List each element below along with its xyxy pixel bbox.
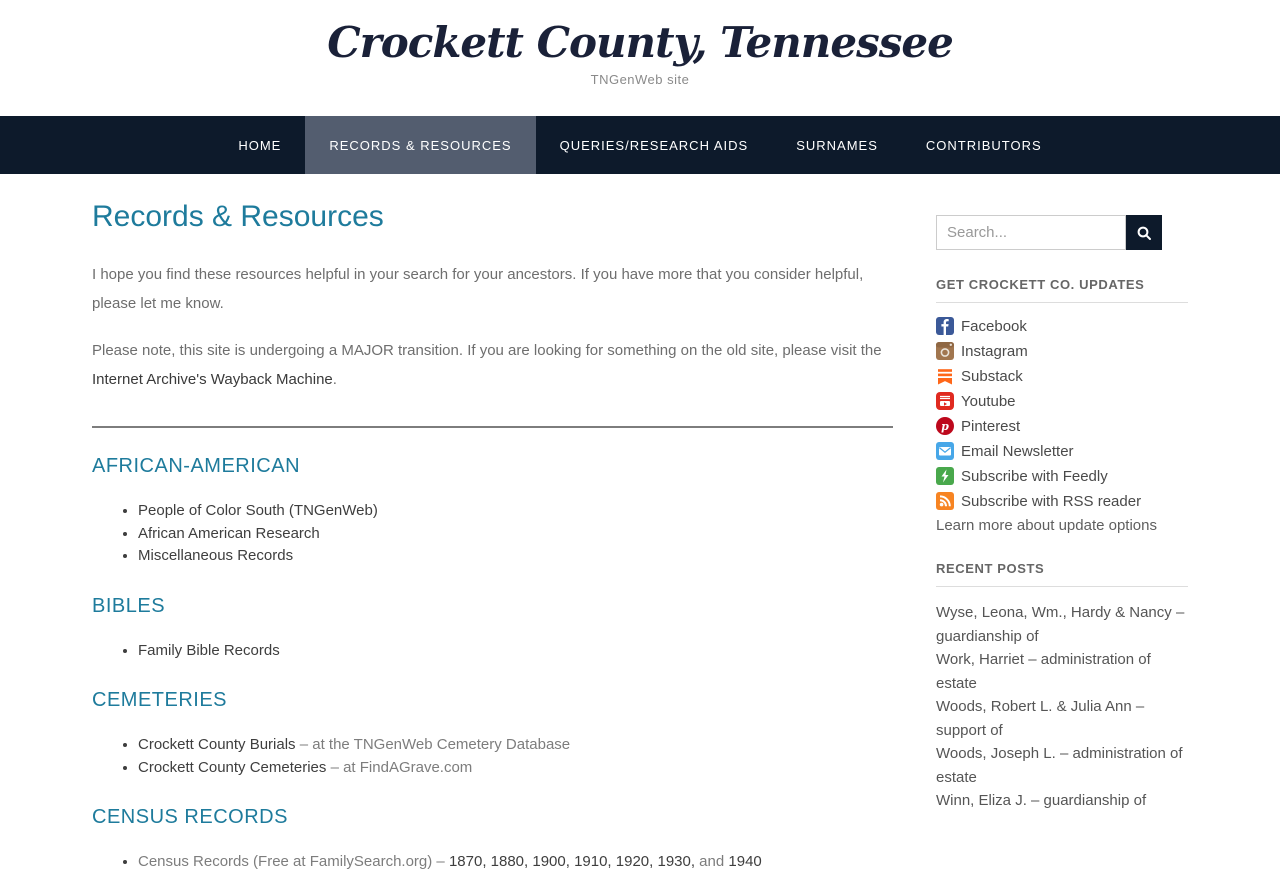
content-divider	[92, 426, 893, 428]
census-conjunction: and	[695, 853, 729, 870]
facebook-icon	[936, 317, 954, 335]
recent-post-link[interactable]: Woods, Joseph L. – administration of estate	[936, 745, 1183, 786]
social-label: Substack	[961, 367, 1023, 385]
recent-posts-heading: RECENT POSTS	[936, 561, 1188, 587]
recent-post-link[interactable]: Work, Harriet – administration of estate	[936, 651, 1151, 692]
crockett-county-burials-link[interactable]: Crockett County Burials	[138, 736, 296, 753]
search-button[interactable]	[1126, 215, 1162, 250]
list-item	[138, 500, 893, 523]
notice-text-after: .	[332, 371, 337, 388]
page-title: Records & Resources	[92, 200, 384, 233]
updates-widget	[936, 277, 1188, 534]
section-heading-bibles: BIBLES	[92, 594, 166, 617]
miscellaneous-records-link[interactable]: Miscellaneous Records	[138, 547, 294, 564]
email-newsletter-link[interactable]	[936, 442, 1188, 460]
recent-post-link[interactable]: Woods, Robert L. & Julia Ann – support of	[936, 698, 1145, 739]
section-heading-cemeteries: CEMETERIES	[92, 689, 228, 711]
section-heading-census-records: CENSUS RECORDS	[92, 806, 288, 828]
site-header	[0, 0, 1280, 116]
nav-item-queries-research-aids[interactable]: QUERIES/RESEARCH AIDS	[559, 137, 749, 153]
social-label: Youtube	[961, 392, 1016, 410]
search-icon	[1136, 225, 1152, 241]
updates-heading: GET CROCKETT CO. UPDATES	[936, 277, 1188, 303]
site-title[interactable]: Crockett County, Tennessee	[327, 18, 953, 67]
search-input[interactable]	[936, 215, 1126, 250]
substack-link[interactable]	[936, 367, 1188, 385]
pinterest-link[interactable]	[936, 417, 1188, 435]
census-records-list	[92, 851, 893, 874]
list-item	[138, 640, 893, 663]
list-item	[138, 523, 893, 546]
nav-item-surnames[interactable]: SURNAMES	[796, 137, 878, 153]
feedly-icon	[936, 467, 954, 485]
email-icon	[936, 442, 954, 460]
list-item	[138, 757, 893, 780]
intro-paragraph: I hope you find these resources helpful in your search for your ancestors. If you have more that you consider helpful, please let me know.	[92, 266, 864, 312]
social-label: Subscribe with Feedly	[961, 467, 1108, 485]
page-container	[92, 174, 1188, 880]
main-content	[92, 200, 893, 880]
recent-post-link[interactable]: Wyse, Leona, Wm., Hardy & Nancy – guardianship of	[936, 604, 1185, 645]
youtube-link[interactable]	[936, 392, 1188, 410]
sidebar	[936, 200, 1188, 880]
african-american-list	[92, 500, 893, 568]
list-item	[138, 545, 893, 568]
social-label: Email Newsletter	[961, 442, 1074, 460]
nav-item-contributors[interactable]: CONTRIBUTORS	[925, 137, 1042, 153]
substack-icon	[936, 367, 954, 385]
census-year-links[interactable]: 1870, 1880, 1900, 1910, 1920, 1930,	[448, 853, 696, 870]
cemeteries-suffix: – at FindAGrave.com	[326, 758, 473, 776]
facebook-link[interactable]	[936, 317, 1188, 335]
family-bible-records-link[interactable]: Family Bible Records	[138, 641, 280, 659]
update-options-link[interactable]: Learn more about update options	[936, 517, 1157, 534]
section-heading-african-american: AFRICAN-AMERICAN	[92, 455, 301, 477]
site-subtitle: TNGenWeb site	[590, 72, 690, 87]
bibles-list	[92, 640, 893, 663]
feedly-link[interactable]	[936, 467, 1188, 485]
search-widget	[936, 215, 1162, 250]
census-records-prefix: Census Records (Free at FamilySearch.org) –	[138, 853, 449, 870]
nav-item-records-resources[interactable]: RECORDS & RESOURCES	[305, 116, 535, 174]
nav-item-home[interactable]: HOME	[238, 137, 282, 153]
census-year-1940-link[interactable]: 1940	[728, 853, 762, 870]
rss-link[interactable]	[936, 492, 1188, 510]
pinterest-icon	[936, 417, 954, 435]
instagram-icon	[936, 342, 954, 360]
crockett-county-cemeteries-link[interactable]: Crockett County Cemeteries	[138, 758, 327, 776]
social-label: Instagram	[961, 342, 1028, 360]
svg-text:p: p	[941, 420, 949, 434]
recent-posts-list	[936, 601, 1188, 813]
cemeteries-list	[92, 734, 893, 779]
burials-suffix: – at the TNGenWeb Cemetery Database	[295, 736, 571, 753]
wayback-machine-link[interactable]: Internet Archive's Wayback Machine	[92, 371, 333, 388]
social-label: Facebook	[961, 317, 1027, 335]
notice-paragraph	[92, 336, 893, 394]
social-list	[936, 317, 1188, 510]
people-of-color-south-link[interactable]: People of Color South (TNGenWeb)	[138, 502, 378, 519]
youtube-icon	[936, 392, 954, 410]
rss-icon	[936, 492, 954, 510]
notice-text-before: Please note, this site is undergoing a MAJOR transition. If you are looking for something on the old site, please visit the	[92, 342, 882, 359]
instagram-link[interactable]	[936, 342, 1188, 360]
social-label: Pinterest	[961, 417, 1021, 435]
list-item	[138, 851, 893, 874]
african-american-research-link[interactable]: African American Research	[138, 524, 320, 542]
main-navbar	[0, 116, 1280, 174]
recent-posts-widget	[936, 561, 1188, 813]
social-label: Subscribe with RSS reader	[961, 492, 1142, 510]
recent-post-link[interactable]: Winn, Eliza J. – guardianship of	[936, 792, 1147, 809]
list-item	[138, 734, 893, 757]
